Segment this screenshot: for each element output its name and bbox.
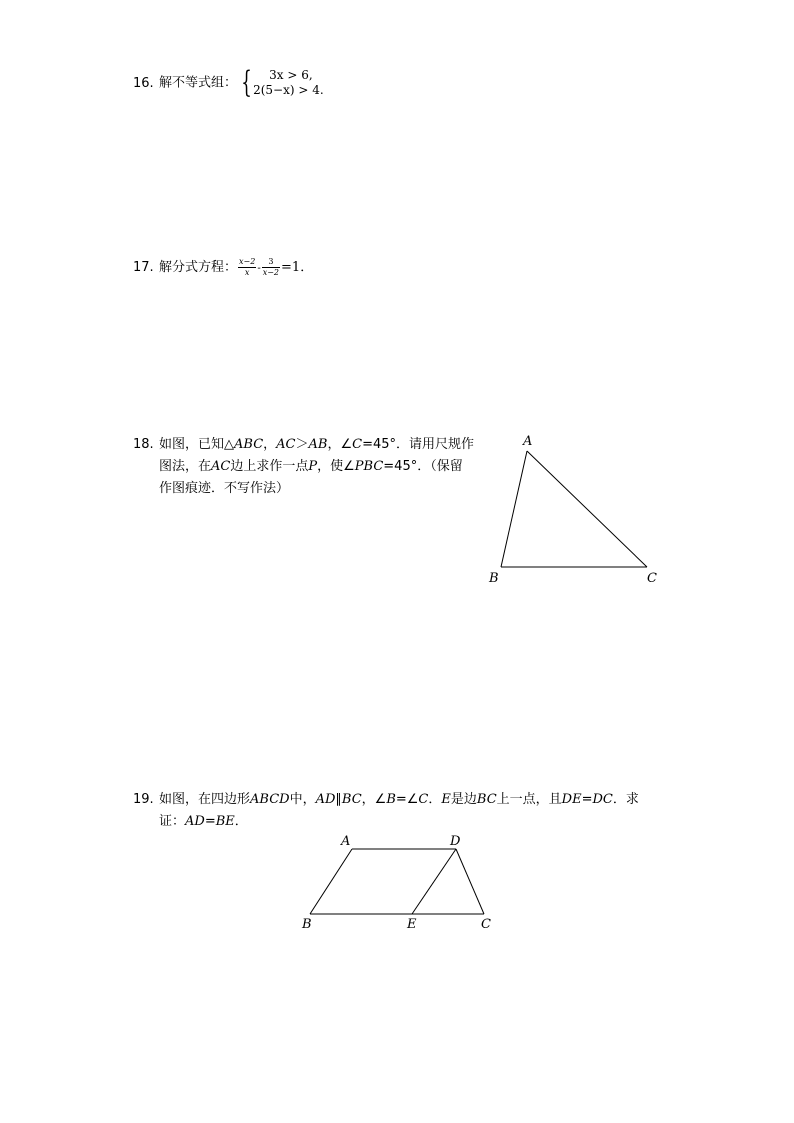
inequality-line-1: 3x > 6, [269, 68, 313, 82]
vertex-label-a: A [523, 434, 533, 449]
question-number: 18. [133, 437, 154, 452]
segment-dc [456, 849, 484, 914]
vertex-label-a: A [341, 834, 351, 849]
text-fragment: ， [263, 437, 277, 452]
text-fragment: ，∠ [327, 437, 353, 452]
fraction-1-numerator: x−2 [239, 257, 256, 266]
question-number: 17. [133, 260, 154, 275]
vertex-label-b: B [489, 571, 499, 586]
math-fragment: AD [185, 814, 205, 829]
math-fragment: DC [592, 792, 613, 807]
segment-de [412, 849, 456, 914]
math-fragment: BC [476, 792, 497, 807]
vertex-label-b: B [302, 917, 312, 932]
segment-ab [501, 451, 527, 567]
quadrilateral-abcd-figure [296, 828, 506, 938]
inequality-system [237, 65, 324, 100]
question-number: 19. [133, 792, 154, 807]
text-fragment: = [204, 814, 216, 829]
question-16 [133, 65, 324, 100]
question-18 [133, 434, 483, 500]
inequality-line-2: 2(5−x) > 4. [253, 83, 324, 97]
text-fragment: ． [428, 792, 442, 807]
question-prompt: 解分式方程： [159, 260, 238, 275]
segment-ab [310, 849, 352, 914]
text-fragment: 证： [159, 814, 186, 829]
text-fragment: 是边 [450, 792, 477, 807]
text-fragment: 如图，在四边形 [159, 792, 251, 807]
text-fragment: =45°．（保留 [383, 459, 463, 474]
math-fragment: B [386, 792, 396, 807]
fraction-1-denominator: x [244, 268, 250, 277]
math-fragment: E [441, 792, 451, 807]
question-19-line-1 [133, 789, 673, 811]
text-fragment: 边上求作一点 [230, 459, 309, 474]
math-fragment: BC [341, 792, 362, 807]
text-fragment: =∠ [395, 792, 419, 807]
text-fragment: =45°．请用尺规作 [362, 437, 475, 452]
vertex-label-e: E [407, 917, 417, 932]
vertex-label-d: D [450, 834, 461, 849]
math-fragment: P [308, 459, 318, 474]
question-number: 16. [133, 75, 154, 91]
text-fragment: ＞ [295, 437, 309, 452]
fraction-2-denominator: x−2 [262, 268, 280, 277]
question-18-line-3: 作图痕迹．不写作法） [159, 481, 290, 496]
vertex-label-c: C [647, 571, 657, 586]
text-fragment: ．求 [612, 792, 639, 807]
math-fragment: DE [561, 792, 582, 807]
math-fragment: △ABC [224, 437, 264, 452]
text-fragment: = [581, 792, 593, 807]
math-fragment: AB [308, 437, 328, 452]
math-fragment: AC [276, 437, 296, 452]
text-fragment: 中， [289, 792, 316, 807]
text-fragment: ． [234, 814, 248, 829]
question-prompt: 解不等式组： [159, 75, 238, 91]
math-fragment: PBC [354, 459, 384, 474]
math-fragment: AC [211, 459, 231, 474]
fraction-1 [238, 257, 256, 278]
vertex-label-c: C [481, 917, 491, 932]
minus-sign: - [257, 263, 261, 274]
triangle-abc-figure [480, 430, 680, 590]
math-fragment: BE [215, 814, 235, 829]
equation-rhs: =1． [281, 260, 314, 275]
text-fragment: 上一点，且 [496, 792, 562, 807]
fraction-2 [262, 257, 280, 278]
text-fragment: ∥ [335, 792, 342, 807]
math-fragment: ABCD [250, 792, 290, 807]
question-17 [133, 257, 313, 280]
math-fragment: C [418, 792, 429, 807]
text-fragment: 如图，已知 [159, 437, 225, 452]
question-19 [133, 789, 673, 833]
text-fragment: ，使∠ [317, 459, 355, 474]
math-fragment: AD [315, 792, 336, 807]
math-fragment: C [352, 437, 363, 452]
question-18-line-2 [133, 456, 483, 478]
fraction-2-numerator: 3 [262, 257, 280, 268]
text-fragment: 图法，在 [159, 459, 212, 474]
question-18-line-1 [133, 434, 483, 456]
brace-symbol: { [241, 65, 252, 100]
segment-ac [527, 451, 647, 567]
text-fragment: ，∠ [361, 792, 387, 807]
